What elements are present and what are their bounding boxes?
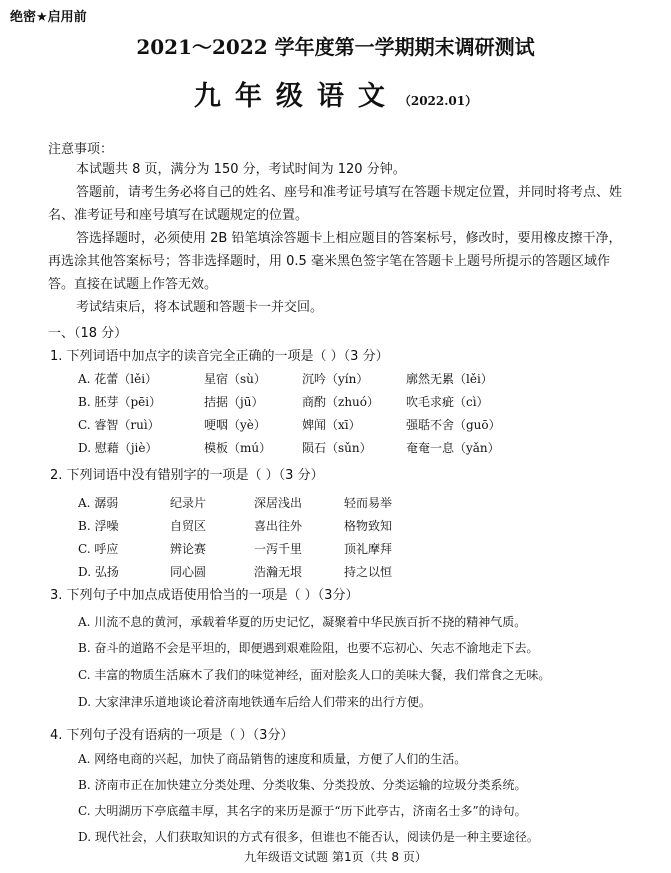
option-cell: B. 胚芽（pēi） (78, 395, 162, 409)
option-cell: C. 呼应 (78, 542, 119, 556)
exam-date: （2022.01） (398, 94, 478, 108)
option-cell: 奄奄一息（yǎn） (406, 441, 500, 455)
option-cell: 格物致知 (344, 519, 393, 533)
question-1-stem: 1. 下列词语中加点字的读音完全正确的一项是（ ）（3 分） (50, 349, 389, 364)
option-cell: 拮据（jū） (204, 395, 264, 409)
option-cell: A. 潺弱 (78, 496, 119, 510)
option-cell: C. 睿智（ruì） (78, 418, 160, 432)
section-heading: 一、（18 分） (48, 326, 128, 341)
option-cell: 哽咽（yè） (204, 418, 266, 432)
option-cell: D. 慰藉（jiè） (78, 441, 158, 455)
question-3-option-c: C. 丰富的物质生活麻木了我们的味觉神经，面对脍炙人口的美味大餐，我们常食之无味。 (78, 668, 551, 682)
option-cell: 顶礼摩拜 (344, 542, 393, 556)
option-cell: 吹毛求疵（cì） (406, 395, 489, 409)
question-4-option-b: B. 济南市正在加快建立分类处理、分类收集、分类投放、分类运输的垃圾分类系统。 (78, 778, 527, 792)
option-cell: 一泻千里 (254, 542, 303, 556)
option-cell: 商酌（zhuó） (302, 395, 380, 409)
confidential-label: 绝密★启用前 (10, 10, 87, 25)
notice-paragraph: 答题前，请考生务必将自己的姓名、座号和准考证号填写在答题卡规定位置，并同时将考点、姓名、准考证号和座号填写在试题规定的位置。 (48, 185, 623, 223)
option-cell: 模板（mú） (204, 441, 272, 455)
option-cell: 浩瀚无垠 (254, 565, 303, 579)
question-3-stem: 3. 下列句子中加点成语使用恰当的一项是（ ）（3分） (50, 588, 359, 603)
option-cell: 自贸区 (170, 519, 207, 533)
option-cell: 轻而易举 (344, 496, 393, 510)
option-cell: 沉吟（yín） (302, 372, 369, 386)
option-cell: 持之以恒 (344, 565, 393, 579)
page-footer: 九年级语文试题 第1页（共 8 页） (244, 850, 427, 864)
question-4-option-c: C. 大明湖历下亭底蕴丰厚，其名字的来历是源于“历下此亭古，济南名士多”的诗句。 (78, 804, 527, 818)
option-cell: 星宿（sù） (204, 372, 266, 386)
question-3-option-d: D. 大家津津乐道地谈论着济南地铁通车后给人们带来的出行方便。 (78, 695, 431, 709)
option-cell: 强聒不舍（guō） (406, 418, 501, 432)
notice-paragraph: 考试结束后，将本试题和答题卡一并交回。 (76, 300, 324, 315)
option-cell: 同心圆 (170, 565, 207, 579)
option-cell: 喜出往外 (254, 519, 303, 533)
question-2-stem: 2. 下列词语中没有错别字的一项是（ ）（3 分） (50, 468, 324, 483)
subject-name: 九年级语文 (193, 81, 399, 112)
notice-paragraph: 本试题共 8 页，满分为 150 分，考试时间为 120 分钟。 (76, 162, 406, 177)
option-cell: 廓然无累（lěi） (406, 372, 493, 386)
option-cell: 纪录片 (170, 496, 207, 510)
notice-heading: 注意事项： (48, 142, 114, 157)
question-4-stem: 4. 下列句子没有语病的一项是（ ）（3分） (50, 728, 294, 743)
question-4-option-d: D. 现代社会，人们获取知识的方式有很多，但谁也不能否认，阅读仍是一种主要途径。 (78, 830, 539, 844)
option-cell: A. 花蕾（lěi） (78, 372, 158, 386)
option-cell: B. 浮噪 (78, 519, 119, 533)
notice-paragraph: 答选择题时，必须使用 2B 铅笔填涂答题卡上相应题目的答案标号，修改时，要用橡皮擦干净，再选涂其他答案标号；答非选择题时，用 0.5 毫米黑色签字笔在答题卡上题号所提示的答题区域作答。直接在试题上作答无效。 (48, 231, 622, 292)
option-cell: 婢闻（xī） (302, 418, 361, 432)
option-cell: 陨石（sǔn） (302, 441, 372, 455)
question-3-option-a: A. 川流不息的黄河，承载着华夏的历史记忆，凝聚着中华民族百折不挠的精神气质。 (78, 615, 527, 629)
question-4-option-a: A. 网络电商的兴起，加快了商品销售的速度和质量，方便了人们的生活。 (78, 752, 467, 766)
option-cell: 深居浅出 (254, 496, 303, 510)
question-3-option-b: B. 奋斗的道路不会是平坦的，即便遇到艰难险阻，也要不忘初心、矢志不渝地走下去。 (78, 641, 539, 655)
exam-title: 2021～2022 学年度第一学期期末调研测试 (136, 35, 535, 59)
option-cell: 辨论赛 (170, 542, 207, 556)
option-cell: D. 弘扬 (78, 565, 119, 579)
exam-subtitle (0, 74, 671, 113)
